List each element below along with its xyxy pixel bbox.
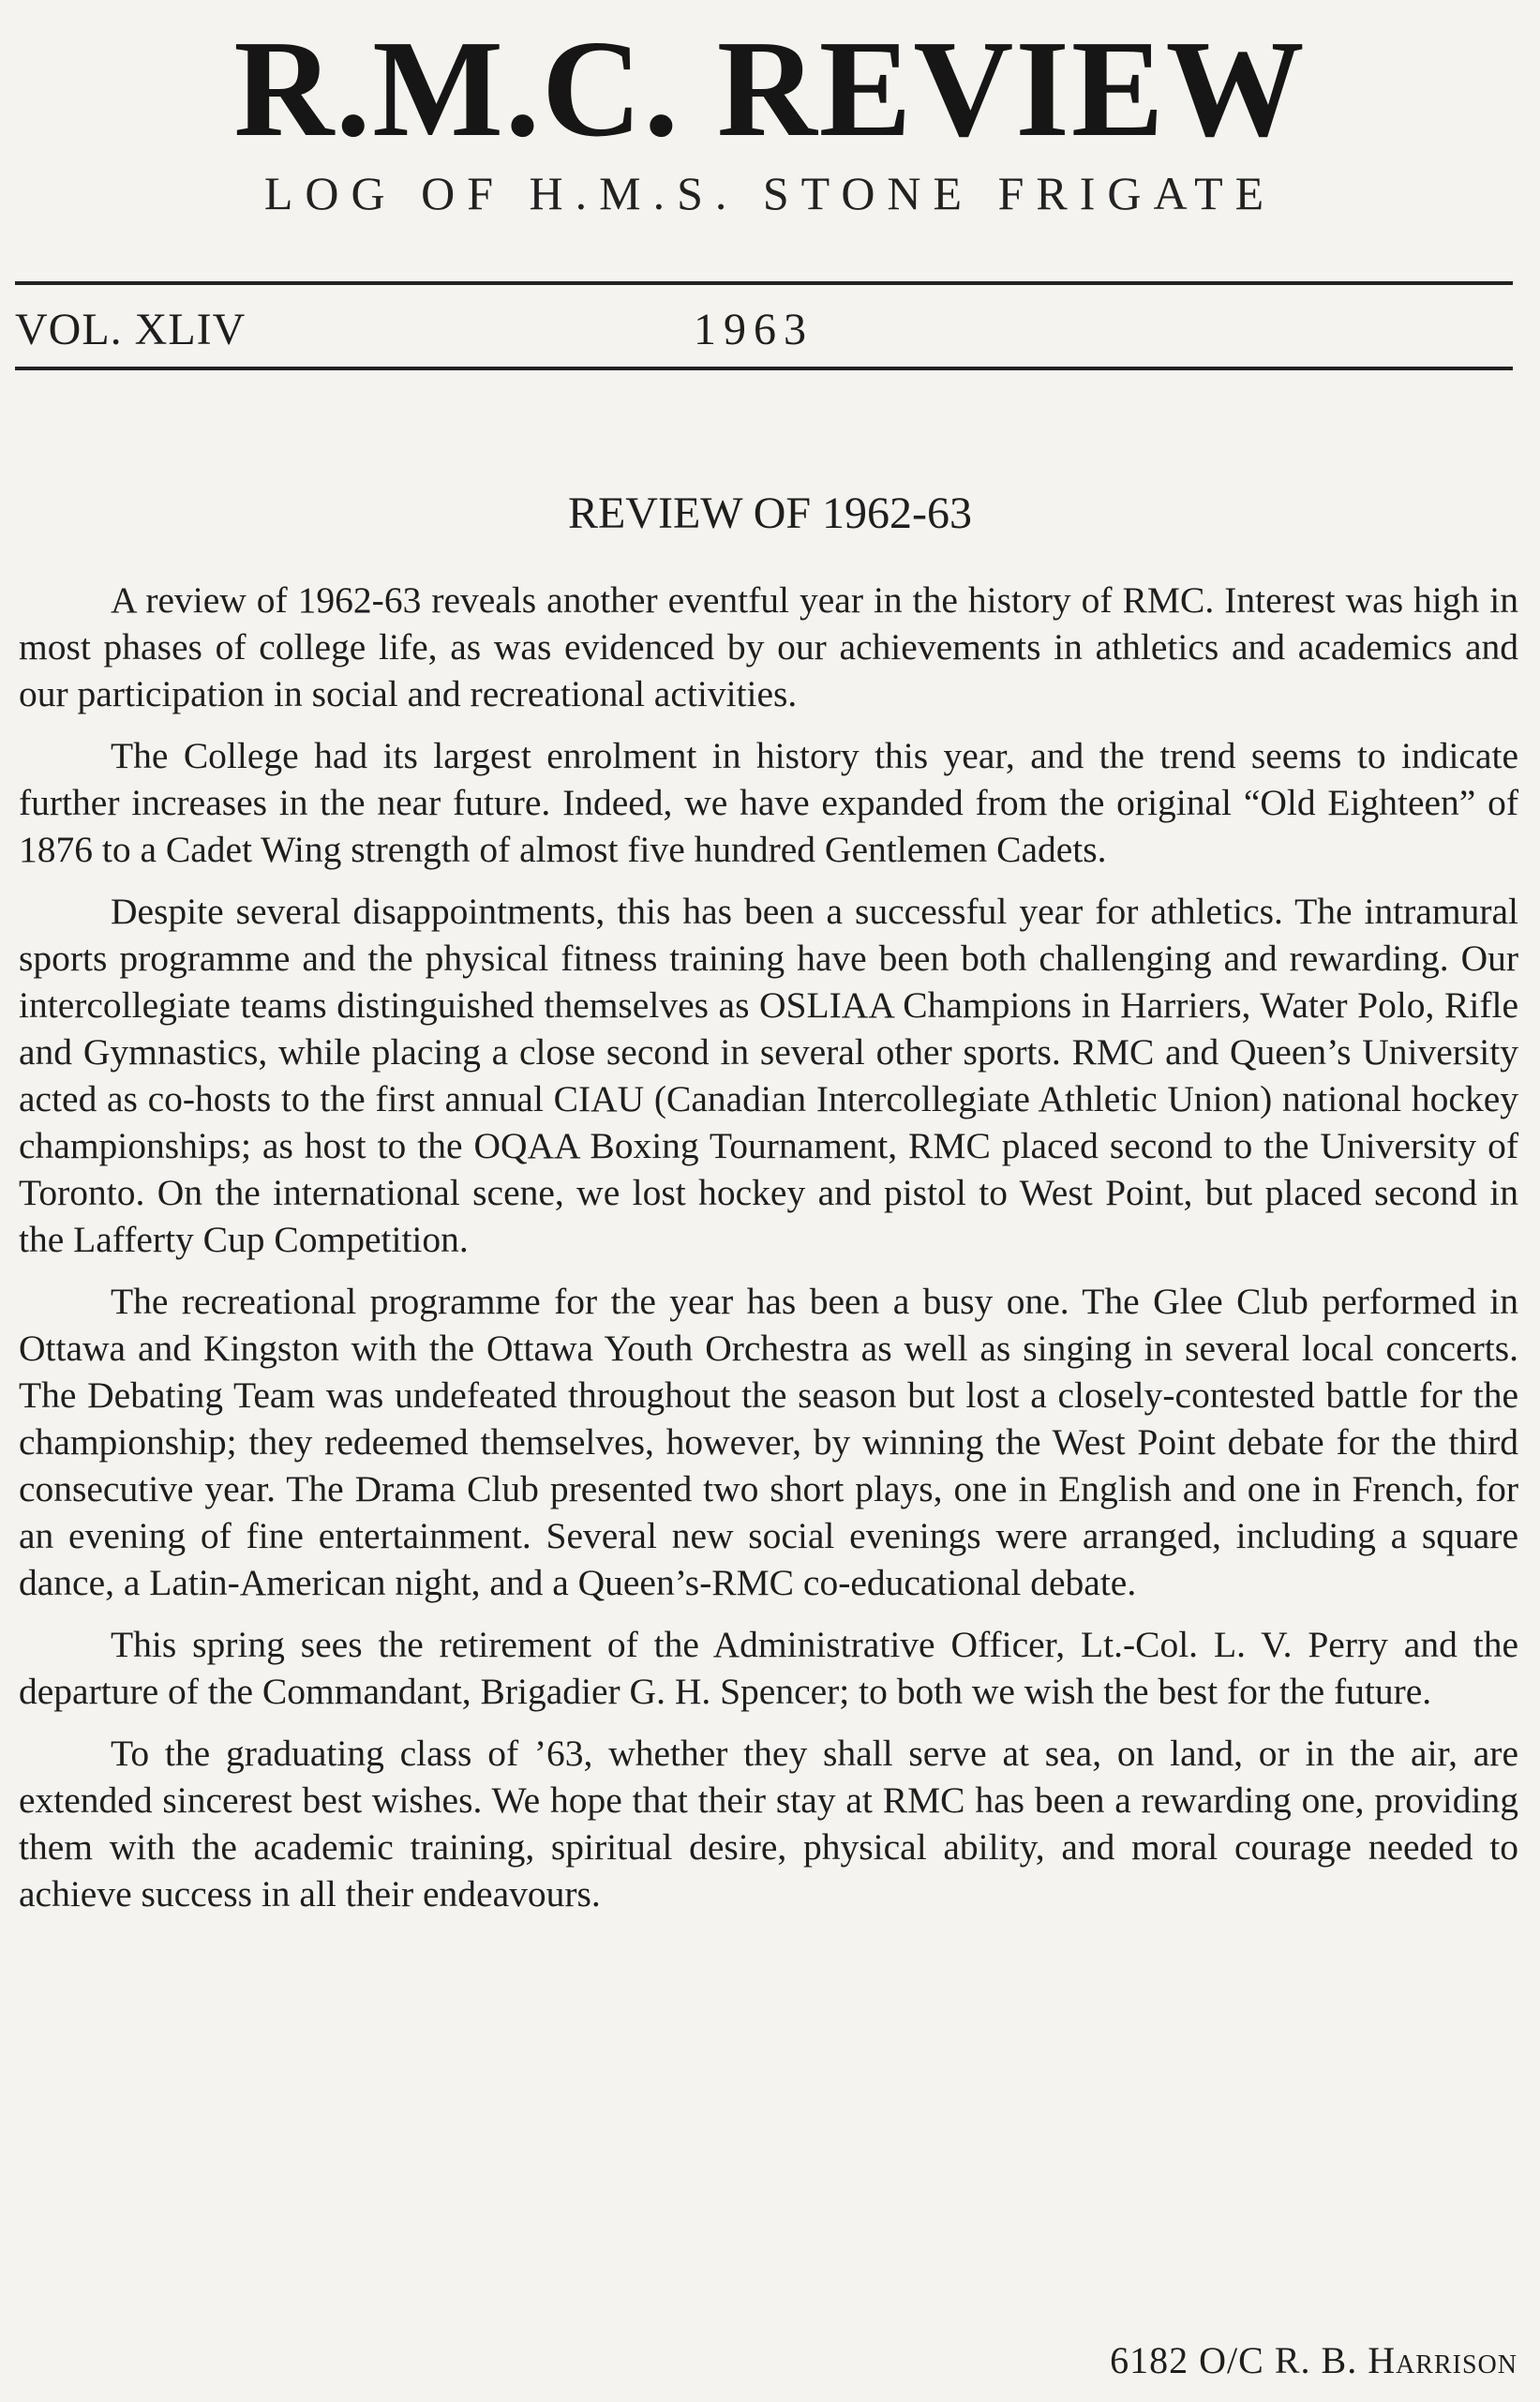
signature-name: Harrison	[1368, 2339, 1518, 2381]
article-body	[19, 577, 1518, 1932]
paragraph-enrolment: The College had its largest enrolment in history this year, and the trend seems to indicate further increases in the near future. Indeed, we have expanded from the original “Old Eighteen” of 1876 to a Cadet Wing strength of almost five hundred Gentlemen Cadets.	[19, 735, 1518, 870]
signature-prefix: 6182 O/C R. B.	[1110, 2339, 1368, 2381]
header-rule-top	[15, 281, 1513, 285]
masthead-title: R.M.C. REVIEW	[233, 12, 1307, 166]
paragraph-retirement: This spring sees the retirement of the Administrative Officer, Lt.-Col. L. V. Perry and the departure of the Commandant, Brigadier G. H. Spencer; to both we wish the best for the future.	[19, 1624, 1518, 1712]
issue-year: 1963	[694, 305, 814, 354]
paragraph-athletics: Despite several disappointments, this has been a successful year for athletics. The intramural sports programme and the physical fitness training have been both challenging and rewarding. Our intercollegiate teams distinguished themselves as OSLIAA Champions in Harriers, Water Polo, Rifle and Gymnastics, while placing a close second in several other sports. RMC and Queen’s University acted as co-hosts to the first annual CIAU (Canadian Intercollegiate Athletic Union) national hockey championships; as host to the OQAA Boxing Tournament, RMC placed second to the University of Toronto. On the international scene, we lost hockey and pistol to West Point, but placed second in the Lafferty Cup Competition.	[19, 891, 1518, 1260]
signature	[1110, 2335, 1518, 2386]
paragraph-graduates: To the graduating class of ’63, whether they shall serve at sea, on land, or in the air, are extended sincerest best wishes. We hope that their stay at RMC has been a rewarding one, providing them with the academic training, spiritual desire, physical ability, and moral courage needed to achieve success in all their endeavours.	[19, 1733, 1518, 1914]
header-rule-bottom	[15, 367, 1513, 370]
masthead-subtitle: LOG OF H.M.S. STONE FRIGATE	[263, 167, 1277, 219]
volume-label: VOL. XLIV	[15, 305, 247, 354]
paragraph-recreation: The recreational programme for the year has been a busy one. The Glee Club performed in Ottawa and Kingston with the Ottawa Youth Orchestra as well as singing in several local concerts. The Debating Team was undefeated throughout the season but lost a closely-contested battle for the championship; they redeemed themselves, however, by winning the West Point debate for the third consecutive year. The Drama Club presented two short plays, one in English and one in French, for an evening of fine entertainment. Several new social evenings were arranged, including a square dance, a Latin-American night, and a Queen’s-RMC co-educational debate.	[19, 1281, 1518, 1603]
paragraph-intro: A review of 1962-63 reveals another eventful year in the history of RMC. Interest was high in most phases of college life, as was evidenced by our achievements in athletics and academics and our participation in social and recreational activities.	[19, 579, 1518, 714]
article-title: REVIEW OF 1962-63	[567, 488, 973, 538]
